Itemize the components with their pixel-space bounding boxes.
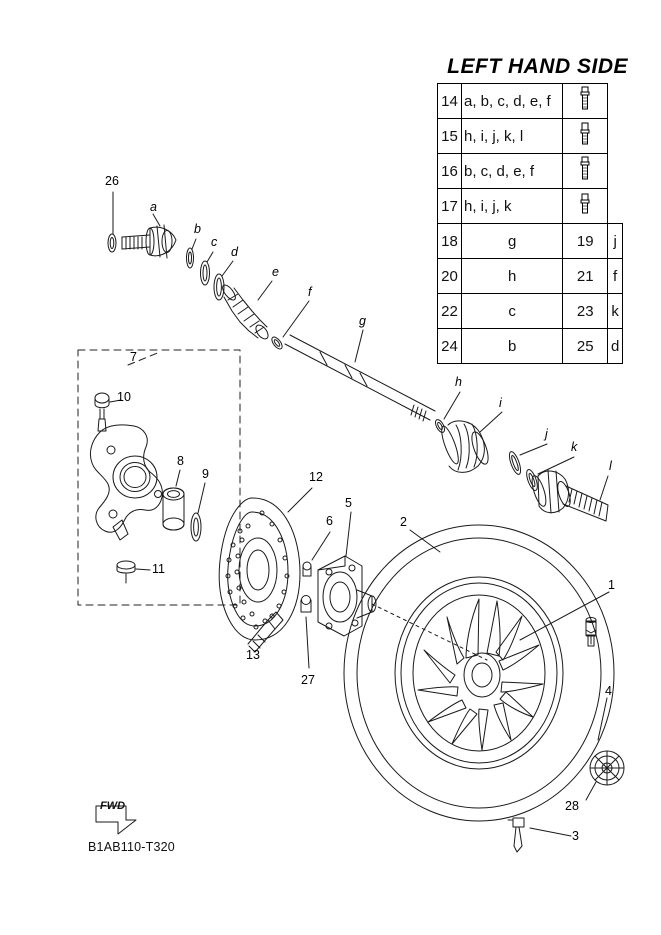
callout-28: 28 bbox=[565, 799, 579, 813]
row-number: 14 bbox=[438, 84, 462, 119]
part-2-tire bbox=[344, 525, 614, 821]
part-7-steering-knuckle bbox=[90, 425, 162, 540]
callout-12: 12 bbox=[309, 470, 323, 484]
row-value: k bbox=[608, 294, 623, 329]
row-value: b bbox=[462, 329, 563, 364]
row-value: d bbox=[608, 329, 623, 364]
row-number: 25 bbox=[563, 329, 608, 364]
callout-9: 9 bbox=[202, 467, 209, 481]
callout-i: i bbox=[499, 396, 502, 410]
part-i-boot bbox=[438, 412, 502, 472]
callout-d: d bbox=[231, 245, 238, 259]
part-b-clamp bbox=[187, 239, 197, 268]
callout-k: k bbox=[571, 440, 578, 454]
drawing-code: B1AB110-T320 bbox=[88, 840, 175, 854]
fwd-label: FWD bbox=[100, 800, 126, 812]
row-label: h, i, j, k, l bbox=[462, 119, 563, 154]
row-number: 15 bbox=[438, 119, 462, 154]
callout-5: 5 bbox=[345, 496, 352, 510]
part-c-ring bbox=[201, 252, 214, 285]
row-label: a, b, c, d, e, f bbox=[462, 84, 563, 119]
row-value: c bbox=[462, 294, 563, 329]
callout-2: 2 bbox=[400, 515, 407, 529]
part-f-clamp bbox=[270, 301, 309, 351]
callout-a: a bbox=[150, 200, 157, 214]
part-d-band bbox=[214, 261, 233, 300]
callout-4: 4 bbox=[605, 684, 612, 698]
callout-g: g bbox=[359, 314, 366, 328]
part-9-seal bbox=[191, 483, 205, 541]
callout-l: l bbox=[609, 459, 612, 473]
callout-27: 27 bbox=[301, 673, 315, 687]
part-28-hub-cap bbox=[586, 751, 624, 800]
callout-11: 11 bbox=[152, 562, 165, 576]
part-6-stud bbox=[303, 532, 330, 576]
part-8-collar bbox=[163, 470, 184, 530]
part-27-bolt bbox=[301, 596, 311, 669]
part-26-circlip bbox=[108, 192, 116, 252]
part-g-shaft bbox=[285, 330, 435, 421]
row-value: g bbox=[462, 224, 563, 259]
callout-b: b bbox=[194, 222, 201, 236]
row-value: j bbox=[608, 224, 623, 259]
callout-8: 8 bbox=[177, 454, 184, 468]
callout-f: f bbox=[308, 285, 312, 299]
part-e-boot bbox=[220, 281, 272, 341]
callout-3: 3 bbox=[572, 829, 579, 843]
callout-10: 10 bbox=[117, 390, 131, 404]
part-l-outer-joint bbox=[529, 470, 608, 521]
callout-h: h bbox=[455, 375, 462, 389]
row-value: h bbox=[462, 259, 563, 294]
callout-e: e bbox=[272, 265, 279, 279]
assembly-axis bbox=[372, 604, 487, 660]
part-11-bolt bbox=[117, 561, 150, 583]
callout-6: 6 bbox=[326, 514, 333, 528]
row-number: 22 bbox=[438, 294, 462, 329]
callout-13: 13 bbox=[246, 648, 260, 662]
callout-1: 1 bbox=[608, 578, 615, 592]
row-number: 20 bbox=[438, 259, 462, 294]
callout-j: j bbox=[545, 427, 548, 441]
row-number: 23 bbox=[563, 294, 608, 329]
callout-26: 26 bbox=[105, 174, 119, 188]
row-number: 24 bbox=[438, 329, 462, 364]
part-a-stub-shaft bbox=[122, 214, 176, 258]
row-number: 18 bbox=[438, 224, 462, 259]
row-number: 16 bbox=[438, 154, 462, 189]
row-number: 17 bbox=[438, 189, 462, 224]
page-title: LEFT HAND SIDE bbox=[447, 55, 628, 78]
callout-7: 7 bbox=[130, 350, 137, 364]
row-value: f bbox=[608, 259, 623, 294]
part-12-brake-disc bbox=[219, 488, 312, 640]
row-number: 21 bbox=[563, 259, 608, 294]
row-label: b, c, d, e, f bbox=[462, 154, 563, 189]
row-number: 19 bbox=[563, 224, 608, 259]
part-1-wheel bbox=[413, 592, 609, 751]
row-label: h, i, j, k bbox=[462, 189, 563, 224]
part-3-valve-stem bbox=[508, 818, 571, 852]
callout-c: c bbox=[211, 235, 218, 249]
